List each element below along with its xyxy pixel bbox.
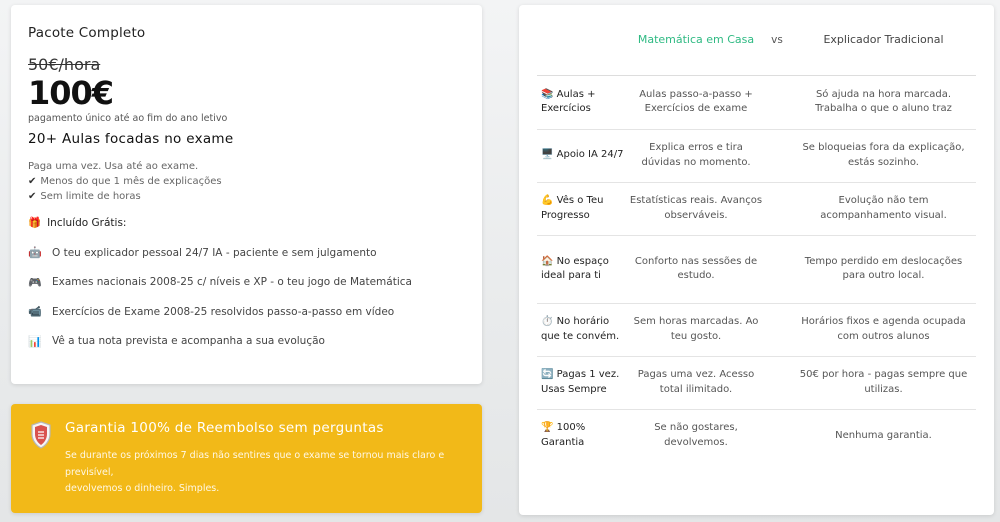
feature-cell: 💪 Vês o Teu Progresso [537, 182, 629, 235]
free-section-title [28, 216, 465, 229]
free-item-text: Vê a tua nota prevista e acompanha a sua evolução [52, 335, 325, 348]
comparison-table [537, 5, 976, 462]
package-description [28, 159, 465, 204]
bullet-item [28, 174, 465, 189]
table-row [537, 303, 976, 356]
vs-cell [763, 356, 791, 409]
package-headline: 20+ Aulas focadas no exame [28, 131, 234, 147]
free-item-text: O teu explicador pessoal 24/7 IA - paciente e sem julgamento [52, 246, 377, 259]
traditional-cell: Horários fixos e agenda ocupada com outros alunos [791, 303, 976, 356]
header-main: Matemática em Casa [629, 5, 763, 75]
feature-cell: ⏱️ No horário que te convém. [537, 303, 629, 356]
table-row [537, 182, 976, 235]
free-item [28, 327, 465, 357]
free-items-list [28, 238, 465, 356]
traditional-cell: Evolução não tem acompanhamento visual. [791, 182, 976, 235]
guarantee-line-2: devolvemos o dinheiro. Simples. [65, 483, 220, 494]
table-row [537, 235, 976, 303]
bullet-text: Sem limite de horas [40, 191, 141, 202]
package-card [11, 5, 482, 384]
table-row [537, 356, 976, 409]
robot-icon: 🤖 [28, 246, 42, 260]
traditional-cell: 50€ por hora - pagas sempre que utilizas. [791, 356, 976, 409]
traditional-cell: Nenhuma garantia. [835, 429, 932, 441]
feature-cell: 📚 Aulas + Exercícios [537, 75, 629, 129]
feature-cell: 🏆 100% Garantia [541, 422, 586, 448]
header-empty [537, 5, 629, 75]
bar-chart-icon: 📊 [28, 334, 42, 348]
package-title: Pacote Completo [28, 25, 146, 41]
free-item-text: Exames nacionais 2008-25 c/ níveis e XP - o teu jogo de Matemática [52, 276, 412, 289]
free-item-text: Exercícios de Exame 2008-25 resolvidos passo-a-passo em vídeo [52, 305, 395, 318]
price: 100€ [28, 74, 114, 112]
header-traditional: Explicador Tradicional [791, 5, 976, 75]
bullet-item [28, 189, 465, 204]
guarantee-card [11, 404, 482, 513]
vs-cell [763, 235, 791, 303]
old-price: 50€/hora [28, 55, 101, 74]
traditional-cell: Tempo perdido em deslocações para outro local. [791, 235, 976, 303]
feature-cell: 🏠 No espaço ideal para ti [537, 235, 629, 303]
main-cell: Explica erros e tira dúvidas no momento. [629, 129, 763, 182]
vs-cell [763, 129, 791, 182]
header-vs: vs [763, 5, 791, 75]
check-icon: ✔ [28, 176, 37, 187]
gamepad-icon: 🎮 [28, 275, 42, 289]
gift-icon: 🎁 [28, 217, 42, 229]
table-row [537, 129, 976, 182]
comparison-header [537, 5, 976, 75]
table-row [537, 75, 976, 129]
free-item [28, 297, 465, 327]
main-cell: Pagas uma vez. Acesso total ilimitado. [629, 356, 763, 409]
main-cell: Aulas passo-a-passo + Exercícios de exame [629, 75, 763, 129]
feature-cell: 🖥️ Apoio IA 24/7 [537, 129, 629, 182]
guarantee-title: Garantia 100% de Reembolso sem perguntas [65, 420, 384, 436]
shield-icon [30, 421, 52, 449]
main-cell: Sem horas marcadas. Ao teu gosto. [629, 303, 763, 356]
main-cell: Se não gostares, devolvemos. [654, 422, 738, 448]
vs-cell [763, 409, 791, 462]
main-cell: Estatísticas reais. Avanços observáveis. [629, 182, 763, 235]
free-item [28, 238, 465, 268]
vs-cell [763, 182, 791, 235]
table-row [537, 409, 976, 462]
guarantee-text [65, 448, 465, 498]
feature-cell: 🔄 Pagas 1 vez. Usas Sempre [537, 356, 629, 409]
guarantee-line-1: Se durante os próximos 7 dias não sentires que o exame se tornou mais claro e previsível, [65, 450, 445, 478]
free-title-label: Incluído Grátis: [47, 216, 127, 229]
video-camera-icon: 📹 [28, 305, 42, 319]
traditional-cell: Só ajuda na hora marcada. Trabalha o que o aluno traz [791, 75, 976, 129]
check-icon: ✔ [28, 191, 37, 202]
traditional-cell: Se bloqueias fora da explicação, estás sozinho. [791, 129, 976, 182]
main-cell: Conforto nas sessões de estudo. [629, 235, 763, 303]
vs-cell [763, 303, 791, 356]
desc-line: Paga uma vez. Usa até ao exame. [28, 161, 199, 172]
free-item [28, 268, 465, 298]
price-note: pagamento único até ao fim do ano letivo [28, 113, 228, 124]
bullet-text: Menos do que 1 mês de explicações [40, 176, 222, 187]
comparison-card [519, 5, 994, 515]
vs-cell [763, 75, 791, 129]
